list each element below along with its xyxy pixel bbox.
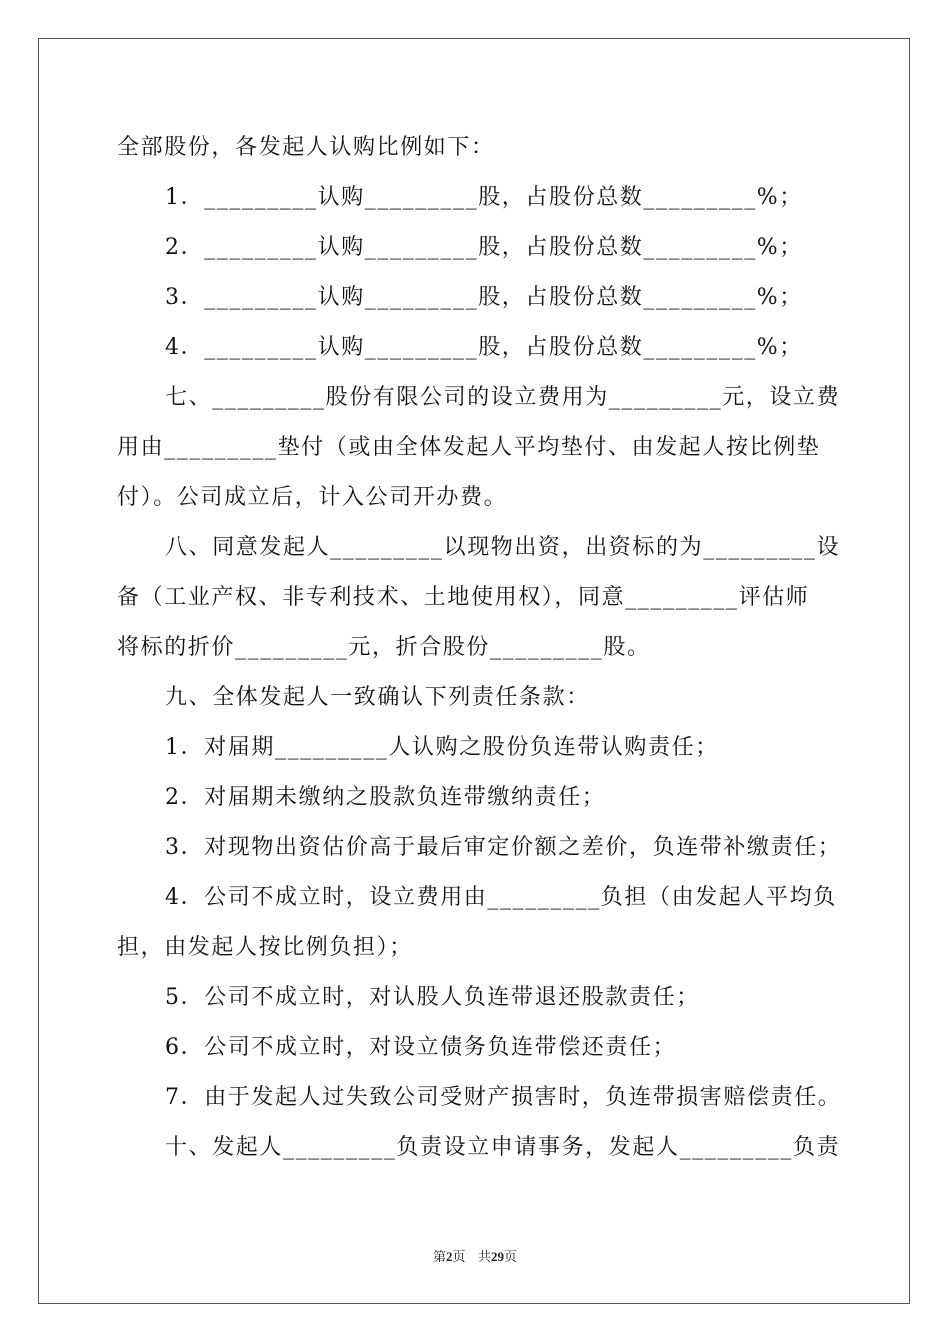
liability-item-5: 5．公司不成立时，对认股人负连带退还股款责任； xyxy=(165,985,700,1010)
page-footer xyxy=(0,1246,950,1265)
clause-eight-line: 八、同意发起人_________以现物出资，出资标的为_________设 xyxy=(165,535,841,560)
liability-item-7: 7．由于发起人过失致公司受财产损害时，负连带损害赔偿责任。 xyxy=(165,1085,842,1110)
clause-seven-line: 付）。公司成立后，计入公司开办费。 xyxy=(117,485,508,510)
clause-seven-line: 用由_________垫付（或由全体发起人平均垫付、由发起人按比例垫 xyxy=(117,435,821,460)
liability-item-1: 1．对届期_________人认购之股份负连带认购责任； xyxy=(165,735,719,760)
clause-ten-line: 十、发起人_________负责设立申请事务，发起人_________负责 xyxy=(165,1135,841,1160)
subscription-item-1: 1．_________认购_________股，占股份总数_________%； xyxy=(165,185,803,210)
paragraph-line: 全部股份，各发起人认购比例如下： xyxy=(117,135,495,160)
clause-eight-line: 将标的折价_________元，折合股份_________股。 xyxy=(117,635,651,660)
liability-item-6: 6．公司不成立时，对设立债务负连带偿还责任； xyxy=(165,1035,677,1060)
footer-page-suffix: 页 xyxy=(452,1250,466,1265)
clause-eight-line: 备（工业产权、非专利技术、土地使用权），同意_________评估师 xyxy=(117,585,810,610)
subscription-item-3: 3．_________认购_________股，占股份总数_________%； xyxy=(165,285,803,310)
clause-nine-heading: 九、全体发起人一致确认下列责任条款： xyxy=(165,685,590,710)
footer-page-prefix: 第 xyxy=(433,1250,447,1265)
footer-total-prefix: 共 xyxy=(477,1250,491,1265)
liability-item-4: 4．公司不成立时，设立费用由_________负担（由发起人平均负 xyxy=(165,885,837,910)
footer-total-pages: 29 xyxy=(490,1249,504,1264)
liability-item-4-continued: 担，由发起人按比例负担）； xyxy=(117,935,413,960)
liability-item-3: 3．对现物出资估价高于最后审定价额之差价，负连带补缴责任； xyxy=(165,835,842,860)
footer-page-number: 2 xyxy=(446,1249,453,1264)
liability-item-2: 2．对届期未缴纳之股款负连带缴纳责任； xyxy=(165,785,606,810)
document-body xyxy=(117,123,842,1173)
clause-seven-line: 七、_________股份有限公司的设立费用为_________元，设立费 xyxy=(165,385,841,410)
subscription-item-2: 2．_________认购_________股，占股份总数_________%； xyxy=(165,235,803,260)
footer-total-suffix: 页 xyxy=(503,1250,517,1265)
subscription-item-4: 4．_________认购_________股，占股份总数_________%； xyxy=(165,335,803,360)
